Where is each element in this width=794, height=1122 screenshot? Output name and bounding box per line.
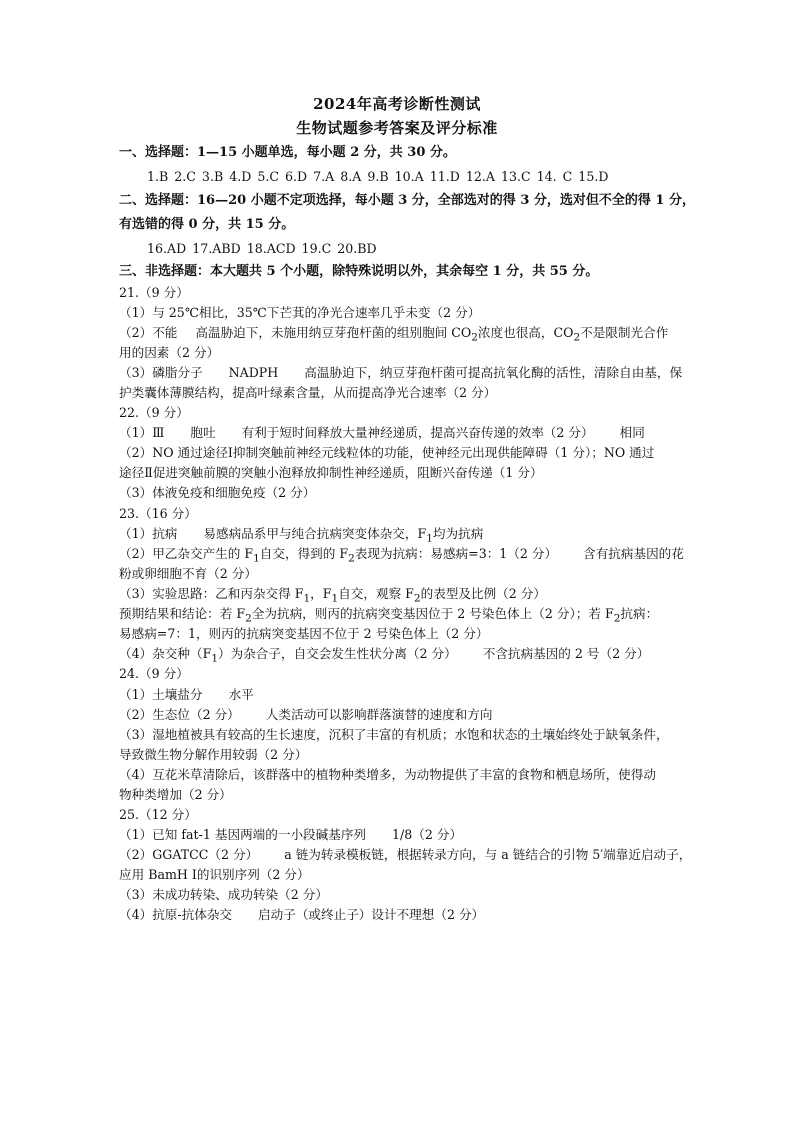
q23-part3: （3）实验思路：乙和丙杂交得 $F_1$，$F_1$自交，观察 $F_2$的表型及比例（2 分） [119,586,546,605]
q24-part4-line1: （4）互花米草清除后，该群落中的植物种类增多，为动物提供了丰富的食物和栖息场所，使得动 [119,767,656,782]
q24-part4-line2: 物种类增加（2 分） [119,787,232,802]
q23-part1: （1）抗病 易感病品系甲与纯合抗病突变体杂交，$F_1$均为抗病 [119,526,484,545]
q21-part2-line2: 用的因素（2 分） [119,345,220,360]
q25-part1: （1）已知 fat-1 基因两端的一小段碱基序列 1/8（2 分） [119,827,463,842]
q25-heading: 25.（12 分） [119,807,197,822]
q21-part3-line2: 护类囊体薄膜结构，提高叶绿素含量，从而提高净光合速率（2 分） [119,385,497,400]
q24-part2: （2）生态位（2 分） 人类活动可以影响群落演替的速度和方向 [119,707,493,722]
q25-part2-line1: （2）GGATCC（2 分） a 链为转录模板链，根据转录方向，与 a 链结合的引物 5′端靠近启动子， [119,847,692,862]
q22-part3: （3）体液免疫和细胞免疫（2 分） [119,485,316,500]
q23-part4: （4）杂交种$(F_1)$为杂合子，自交会发生性状分离（2 分） 不含抗病基因的 2 号（2 分） [119,646,650,665]
q21-part3-line1: （3）磷脂分子 NADPH 高温胁迫下，纳豆芽孢杆菌可提高抗氧化酶的活性，清除自由基，保 [119,365,683,380]
q22-part1: （1）Ⅲ 胞吐 有利于短时间释放大量神经递质，提高兴奋传递的效率（2 分） 相同 [119,425,645,440]
q23-heading: 23.（16 分） [119,506,197,521]
q24-part3-line2: 导致微生物分解作用较弱（2 分） [119,747,308,762]
q22-heading: 22.（9 分） [119,405,189,420]
section2-answers: 16.AD 17.ABD 18.ACD 19.C 20.BD [147,241,377,256]
q22-part2-line2: 途径Ⅱ促进突触前膜的突触小泡释放抑制性神经递质，阻断兴奋传递（1 分） [119,465,543,480]
q24-part1: （1）土壤盐分 水平 [119,687,254,702]
section1-heading: 一、选择题：1—15 小题单选，每小题 2 分，共 30 分。 [119,145,456,160]
section2-heading-line1: 二、选择题：16—20 小题不定项选择，每小题 3 分，全部选对的得 3 分，选对但不全的得 1 分， [119,193,695,208]
q22-part2-line1: （2）NO 通过途径Ⅰ抑制突触前神经元线粒体的功能，使神经元出现供能障碍（1 分）；NO 通过 [119,445,655,460]
q25-part4: （4）抗原-抗体杂交 启动子（或终止子）设计不理想（2 分） [119,907,485,922]
q25-part2-line2: 应用 BamH Ⅰ的识别序列（2 分） [119,867,310,882]
exam-title: 2024年高考诊断性测试 [313,95,481,113]
section3-heading: 三、非选择题：本大题共 5 个小题，除特殊说明以外，其余每空 1 分，共 55 分。 [119,264,599,279]
section1-answers: 1.B 2.C 3.B 4.D 5.C 6.D 7.A 8.A 9.B 10.A 11.D 12.A 13.C 14. C 15.D [147,169,609,184]
q24-part3-line1: （3）湿地植被具有较高的生长速度，沉积了丰富的有机质；水饱和状态的土壤始终处于缺氧条件， [119,727,669,742]
q21-part1: （1）与 25℃相比，35℃下芒萁的净光合速率几乎未变（2 分） [119,305,481,320]
q25-part3: （3）未成功转染、成功转染（2 分） [119,887,328,902]
q23-prediction-line1: 预期结果和结论：若 $F_2$全为抗病，则丙的抗病突变基因位于 2 号染色体上（2 分）；若 $F_2$抗病： [119,606,659,625]
q24-heading: 24.（9 分） [119,666,189,681]
section2-heading-line2: 有选错的得 0 分，共 15 分。 [119,217,295,232]
q21-heading: 21.（9 分） [119,285,189,300]
q23-prediction-line2: 易感病=7：1，则丙的抗病突变基因不位于 2 号染色体上（2 分） [119,626,489,641]
q23-part2-line1: （2）甲乙杂交产生的 $F_1$自交，得到的 $F_2$表现为抗病：易感病=3：1（2 分） 含有抗病基因的花 [119,546,684,565]
q23-part2-line2: 粉或卵细胞不育（2 分） [119,566,257,581]
exam-subtitle: 生物试题参考答案及评分标准 [296,119,498,137]
q21-part2-line1: （2）不能 高温胁迫下，未施用纳豆芽孢杆菌的组别胞间 $CO_2$浓度也很高，$CO_2$不是限制光合作 [119,325,669,344]
